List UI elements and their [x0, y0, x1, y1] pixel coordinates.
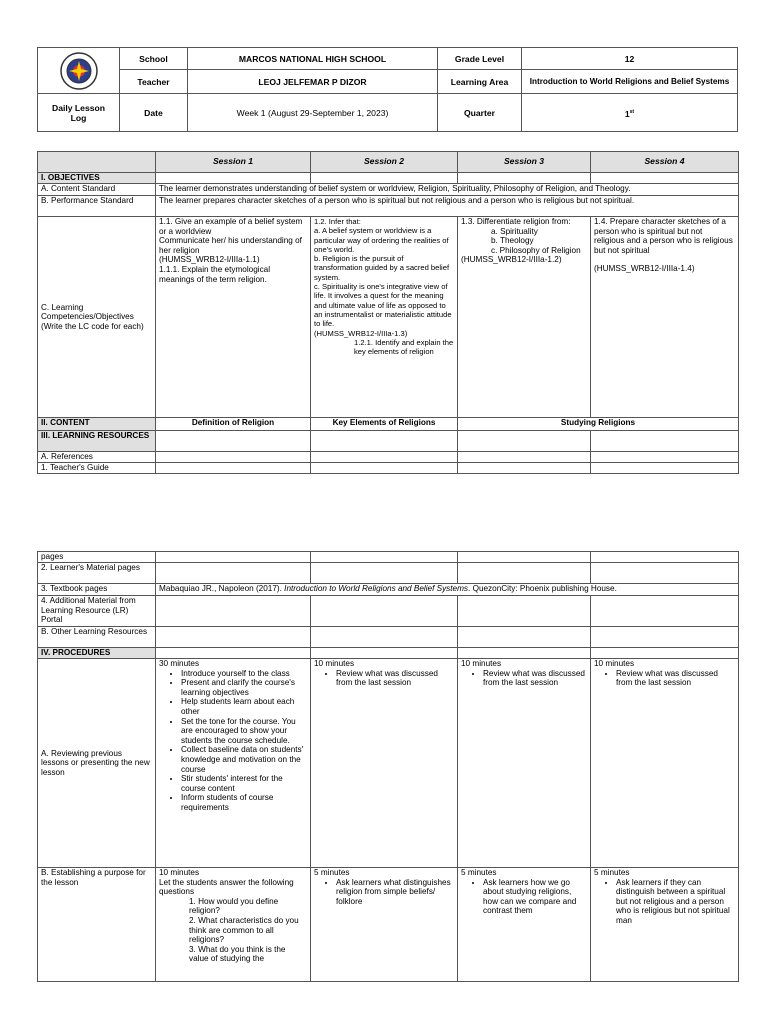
- session-4-header: Session 4: [591, 152, 739, 173]
- procedure-a-session-2: 10 minutes • Review what was discussed from the last session: [311, 659, 458, 868]
- competencies-label: C. Learning Competencies/Objectives (Write the LC code for each): [38, 217, 156, 418]
- competencies-session-4: 1.4. Prepare character sketches of a person who is spiritual but not religious and a person who is religious but not spiritual (HUMSS_WRB12-I/IIIa-1.4): [591, 217, 739, 418]
- performance-standard-label: B. Performance Standard: [38, 196, 156, 217]
- procedure-a-session-3: 10 minutes • Review what was discussed from the last session: [458, 659, 591, 868]
- content-standard-label: A. Content Standard: [38, 184, 156, 196]
- performance-standard-value: The learner prepares character sketches of a person who is spiritual but not religious and a person who is religious but not spiritual.: [156, 196, 739, 217]
- objectives-label: I. OBJECTIVES: [38, 173, 156, 184]
- procedure-b-session-3: 5 minutes • Ask learners how we go about studying religions, how can we compare and contrast them: [458, 868, 591, 982]
- references-label: A. References: [38, 452, 156, 463]
- textbook-label: 3. Textbook pages: [38, 584, 156, 596]
- school-value: MARCOS NATIONAL HIGH SCHOOL: [188, 48, 438, 70]
- lesson-table-page-2: [37, 551, 739, 982]
- procedure-a-session-4: 10 minutes • Review what was discussed from the last session: [591, 659, 739, 868]
- procedures-label: IV. PROCEDURES: [38, 648, 156, 659]
- grade-value: 12: [522, 48, 738, 70]
- content-standard-value: The learner demonstrates understanding of belief system or worldview, Religion, Spirituality, Philosophy of Religion, and Theology.: [156, 184, 739, 196]
- header-table: [37, 47, 738, 132]
- date-value: Week 1 (August 29-September 1, 2023): [188, 94, 438, 132]
- procedure-a-session-1: 30 minutes • Introduce yourself to the class • Present and clarify the course's learning objectives • Help students learn about each other • Set the tone for the course. You are encouraged to show your students the course schedule. • Collect baseline data on students' knowledge and motivation on the course • Stir students' interest for the course content • Inform students of course requirements: [156, 659, 311, 868]
- deped-seal-icon: [59, 51, 99, 91]
- pages-label: pages: [38, 552, 156, 563]
- date-label: Date: [120, 94, 188, 132]
- area-value: Introduction to World Religions and Belief Systems: [522, 70, 738, 94]
- competencies-session-1: 1.1. Give an example of a belief system or a worldview Communicate her/ his understanding of her religion (HUMSS_WRB12-I/IIIa-1.1) 1.1.1. Explain the etymological meanings of the term religion.: [156, 217, 311, 418]
- textbook-value: Mabaquiao JR., Napoleon (2017). Introduction to World Religions and Belief Systems. QuezonCity: Phoenix publishing House.: [156, 584, 739, 596]
- log-title: Daily Lesson Log: [38, 94, 120, 132]
- procedure-b-session-4: 5 minutes • Ask learners if they can distinguish between a spiritual but not religious and a person who is religious but not spiritual man: [591, 868, 739, 982]
- content-session-1: Definition of Religion: [156, 418, 311, 431]
- learners-material-label: 2. Learner's Material pages: [38, 563, 156, 584]
- session-3-header: Session 3: [458, 152, 591, 173]
- teachers-guide-label: 1. Teacher's Guide: [38, 463, 156, 474]
- procedure-b-session-1: 10 minutes Let the students answer the following questions 1. How would you define religion? 2. What characteristics do you think are common to all religions? 3. What do you think is the value of studying the: [156, 868, 311, 982]
- other-resources-label: B. Other Learning Resources: [38, 627, 156, 648]
- corner-cell: [38, 152, 156, 173]
- procedure-b-session-2: 5 minutes • Ask learners what distinguishes religion from simple beliefs/ folklore: [311, 868, 458, 982]
- session-1-header: Session 1: [156, 152, 311, 173]
- content-label: II. CONTENT: [38, 418, 156, 431]
- additional-material-label: 4. Additional Material from Learning Resource (LR) Portal: [38, 596, 156, 627]
- teacher-value: LEOJ JELFEMAR P DIZOR: [188, 70, 438, 94]
- content-session-2: Key Elements of Religions: [311, 418, 458, 431]
- session-2-header: Session 2: [311, 152, 458, 173]
- quarter-value: 1st: [522, 94, 738, 132]
- school-label: School: [120, 48, 188, 70]
- procedure-b-label: B. Establishing a purpose for the lesson: [38, 868, 156, 982]
- lesson-table-page-1: [37, 151, 739, 474]
- quarter-label: Quarter: [438, 94, 522, 132]
- teacher-label: Teacher: [120, 70, 188, 94]
- resources-label: III. LEARNING RESOURCES: [38, 431, 156, 452]
- seal-cell: [38, 48, 120, 94]
- area-label: Learning Area: [438, 70, 522, 94]
- competencies-session-3: 1.3. Differentiate religion from: a. Spirituality b. Theology c. Philosophy of Religion (HUMSS_WRB12-I/IIIa-1.2): [458, 217, 591, 418]
- grade-label: Grade Level: [438, 48, 522, 70]
- competencies-session-2: 1.2. Infer that: a. A belief system or worldview is a particular way of ordering the realities of one's world. b. Religion is the pursuit of transformation guided by a sacred belief system. c. Spirituality is one's integrative view of life. It involves a quest for the meaning and ultimate value of life as opposed to an instrumentalist or materialistic attitude to life. (HUMSS_WRB12-I/IIIa-1.3) 1.2.1. Identify and explain the key elements of religion: [311, 217, 458, 418]
- content-session-3-4: Studying Religions: [458, 418, 739, 431]
- procedure-a-label: A. Reviewing previous lessons or presenting the new lesson: [38, 659, 156, 868]
